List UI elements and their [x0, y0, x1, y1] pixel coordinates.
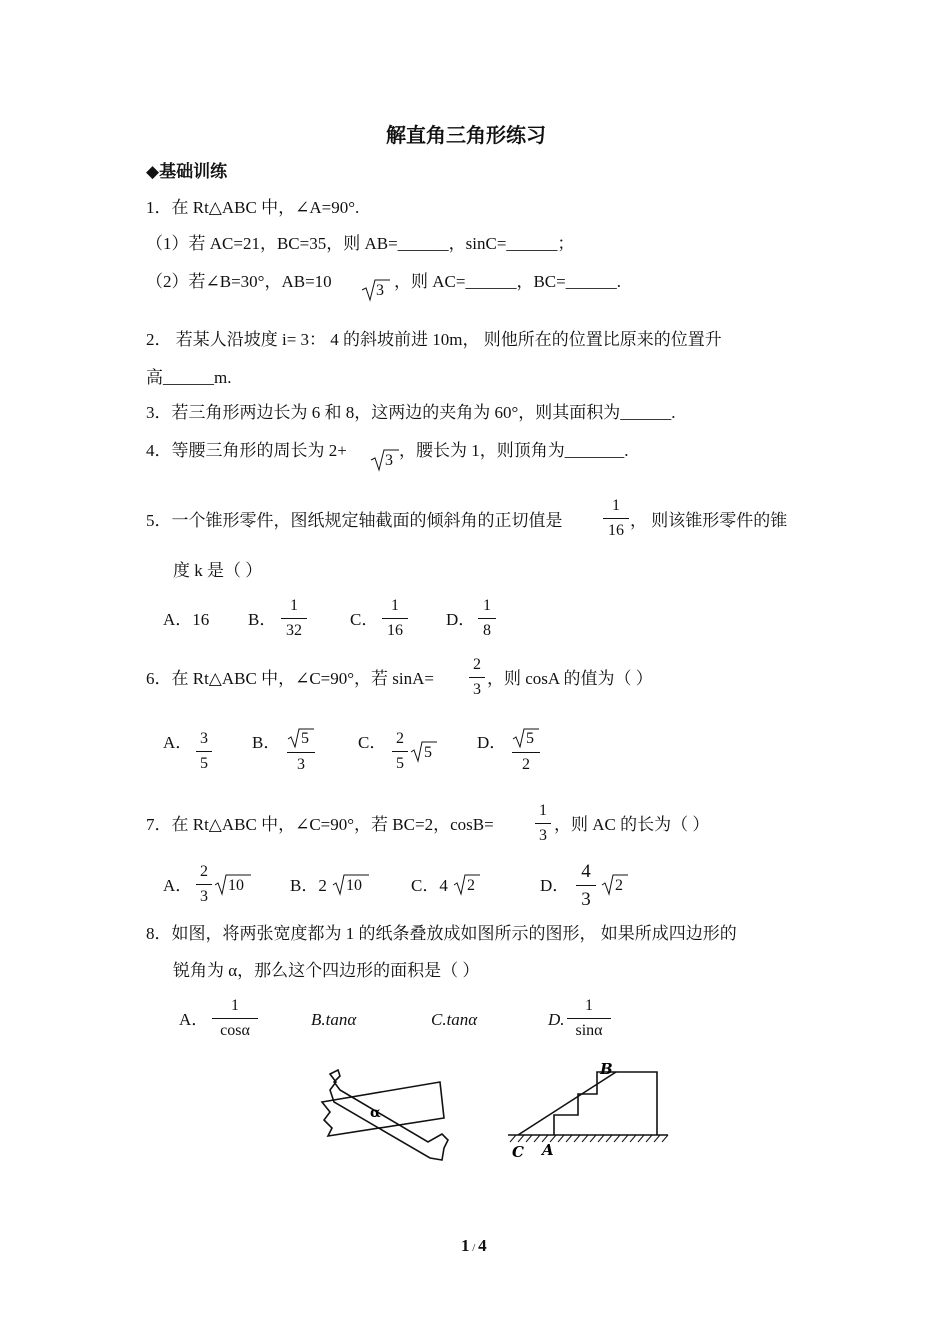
q7-frac: 1 3 — [535, 803, 551, 844]
q8-line2: 锐角为 α，那么这个四边形的面积是（ ） — [173, 961, 480, 980]
q6-a: 6．在 Rt△ABC 中，∠C=90°，若 sinA= — [146, 669, 435, 688]
q1-part1: （1）若 AC=21，BC=35，则 AB=______，sinC=______； — [146, 234, 575, 253]
q5-frac: 1 16 — [603, 498, 629, 539]
q5-option-a: A．16 — [163, 610, 210, 629]
label-b: B — [600, 1060, 613, 1078]
q5-option-c-frac: 1 16 — [382, 598, 408, 639]
q8-option-d-frac: 1 sinα — [567, 998, 611, 1039]
q2-line1: 2． 若某人沿坡度 i= 3： 4 的斜坡前进 10m， 则他所在的位置比原来的位置升 — [146, 330, 722, 349]
staircase-figure — [500, 1058, 675, 1162]
q3: 3．若三角形两边长为 6 和 8，这两边的夹角为 60°，则其面积为______. — [146, 403, 676, 422]
section-heading: ◆基础训练 — [146, 162, 228, 181]
q5-option-c: C． — [350, 610, 379, 629]
label-c: C — [512, 1143, 524, 1161]
q7-option-a: A． — [163, 876, 193, 895]
q6-option-d: D． — [477, 733, 507, 752]
q6-option-c-frac: 2 5 — [392, 731, 408, 772]
q7-option-c-sqrt: 2 — [454, 874, 482, 896]
q6-option-a: A． — [163, 733, 193, 752]
q6-option-c-sqrt: 5 — [411, 741, 439, 763]
q7-option-d-sqrt: 2 — [602, 874, 630, 896]
q1-part2-a: （2）若∠B=30°，AB=10 — [146, 272, 332, 291]
q1-part2-b: ，则 AC=______，BC=______. — [394, 272, 621, 291]
label-a: A — [542, 1141, 554, 1159]
q7-b: ，则 AC 的长为（ ） — [554, 815, 710, 834]
q1-sqrt: 3 — [362, 278, 392, 302]
q6-b: ，则 cosA 的值为（ ） — [487, 669, 653, 688]
q5-a: 5．一个锥形零件，图纸规定轴截面的倾斜角的正切值是 — [146, 511, 563, 530]
q5-option-b-frac: 1 32 — [281, 598, 307, 639]
q7-option-c: C．4 — [411, 876, 448, 895]
paper-strips-figure — [310, 1060, 460, 1165]
q7-option-a-frac: 2 3 — [196, 864, 212, 905]
slope-line — [518, 1072, 616, 1135]
q6-option-b: B． — [252, 733, 281, 752]
q7-option-d: D． — [540, 876, 570, 895]
total-pages: 4 — [478, 1236, 487, 1255]
q7-option-b-sqrt: 10 — [333, 874, 371, 896]
q5-option-d: D． — [446, 610, 476, 629]
q4-a: 4．等腰三角形的周长为 2+ — [146, 441, 347, 460]
q1-stem: 1．在 Rt△ABC 中，∠A=90°. — [146, 198, 360, 217]
q7-option-a-sqrt: 10 — [215, 874, 253, 896]
q4-b: ，腰长为 1，则顶角为_______. — [399, 441, 629, 460]
stairs — [554, 1072, 657, 1135]
q8-option-a: A． — [179, 1010, 209, 1029]
q5-option-b: B． — [248, 610, 277, 629]
q6-option-c: C． — [358, 733, 387, 752]
q5-b: ， 则该锥形零件的锥 — [630, 511, 788, 530]
q2-line2: 高______m. — [146, 368, 232, 387]
q5-option-d-frac: 1 8 — [478, 598, 496, 639]
q6-frac: 2 3 — [469, 657, 485, 698]
current-page: 1 — [461, 1236, 470, 1255]
q6-option-d-frac: 5 2 — [512, 731, 540, 773]
q8-option-a-frac: 1 cosα — [212, 998, 258, 1039]
page-separator: / — [469, 1242, 479, 1254]
q8-option-b: B.tanα — [311, 1010, 357, 1029]
q5-line2: 度 k 是（ ） — [173, 561, 263, 580]
q7-option-d-frac: 4 3 — [576, 862, 596, 909]
q7-a: 7．在 Rt△ABC 中，∠C=90°，若 BC=2，cosB= — [146, 815, 494, 834]
page-number — [461, 1237, 487, 1254]
q6-option-b-frac: 5 3 — [287, 731, 315, 773]
q8-option-d: D. — [548, 1010, 565, 1029]
q8-option-c: C.tanα — [431, 1010, 478, 1029]
page-title: 解直角三角形练习 — [386, 125, 546, 147]
alpha-label: α — [370, 1105, 381, 1121]
q4-sqrt: 3 — [371, 448, 401, 472]
q6-option-a-frac: 3 5 — [196, 731, 212, 772]
q8-line1: 8．如图，将两张宽度都为 1 的纸条叠放成如图所示的图形， 如果所成四边形的 — [146, 924, 737, 943]
q7-option-b: B．2 — [290, 876, 327, 895]
